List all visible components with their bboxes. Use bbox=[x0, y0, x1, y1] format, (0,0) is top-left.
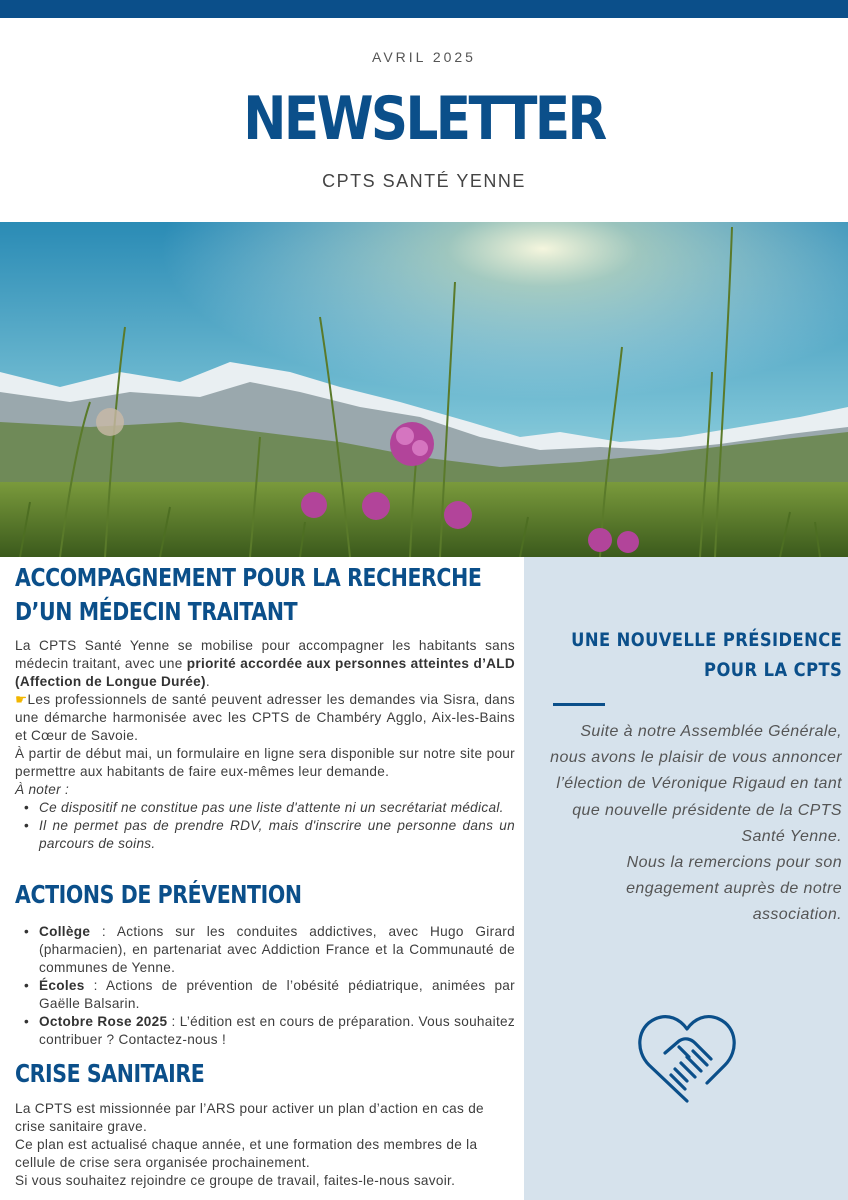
newsletter-title: NEWSLETTER bbox=[243, 84, 605, 154]
paragraph: ☛Les professionnels de santé peuvent adresser les demandes via Sisra, dans une démarche harmonisée avec les CPTS de Chambéry Agglo, Aix-les-Bains et Cœur de Savoie. bbox=[15, 692, 515, 743]
paragraph: Nous la remercions pour son engagement auprès de notre association. bbox=[626, 854, 842, 924]
sidebar-body bbox=[542, 719, 842, 929]
list-item: • Collège : Actions sur les conduites addictives, avec Hugo Girard (pharmacien), en partenariat avec Addiction France et la Communauté de communes de Yenne. bbox=[39, 923, 515, 977]
list-item: • Écoles : Actions de prévention de l’obésité pédiatrique, animées par Gaëlle Balsarin. bbox=[39, 977, 515, 1013]
heart-handshake-icon bbox=[635, 1013, 739, 1107]
section-body-crise bbox=[15, 1100, 515, 1190]
prevention-list bbox=[15, 923, 515, 1049]
top-bar bbox=[0, 0, 848, 18]
list-item: • Il ne permet pas de prendre RDV, mais d'inscrire une personne dans un parcours de soins. bbox=[39, 817, 515, 853]
note-label: À noter : bbox=[15, 782, 70, 797]
divider bbox=[553, 703, 605, 706]
sidebar bbox=[524, 557, 848, 1200]
issue-date: AVRIL 2025 bbox=[372, 49, 476, 65]
pointing-hand-icon: ☛ bbox=[15, 692, 28, 707]
paragraph: Ce plan est actualisé chaque année, et une formation des membres de la cellule de crise sera organisée prochainement. bbox=[15, 1137, 478, 1170]
paragraph: La CPTS Santé Yenne se mobilise pour accompagner les habitants sans médecin traitant, avec une priorité accordée aux personnes atteintes d’ALD (Affection de Longue Durée). bbox=[15, 638, 515, 689]
paragraph: À partir de début mai, un formulaire en ligne sera disponible sur notre site pour permettre aux habitants de faire eux-mêmes leur demande. bbox=[15, 746, 515, 779]
list-item: • Ce dispositif ne constitue pas une liste d'attente ni un secrétariat médical. bbox=[39, 799, 515, 817]
paragraph: Si vous souhaitez rejoindre ce groupe de travail, faites-le-nous savoir. bbox=[15, 1173, 456, 1188]
organization-name: CPTS SANTÉ YENNE bbox=[322, 171, 526, 191]
section-body-prevention bbox=[15, 923, 515, 1049]
mountain-meadow-photo bbox=[0, 222, 848, 557]
section-heading-crise: CRISE SANITAIRE bbox=[15, 1059, 205, 1088]
paragraph: La CPTS est missionnée par l’ARS pour activer un plan d’action en cas de crise sanitaire grave. bbox=[15, 1101, 484, 1134]
section-heading-medecin: ACCOMPAGNEMENT POUR LA RECHERCHE D’UN MÉDECIN TRAITANT bbox=[15, 563, 482, 626]
header bbox=[0, 18, 848, 222]
sidebar-heading: UNE NOUVELLE PRÉSIDENCE POUR LA CPTS bbox=[570, 629, 842, 681]
section-heading-prevention: ACTIONS DE PRÉVENTION bbox=[15, 880, 302, 909]
notes-list bbox=[15, 799, 515, 853]
list-item: • Octobre Rose 2025 : L’édition est en cours de préparation. Vous souhaitez contribuer ? Contactez-nous ! bbox=[39, 1013, 515, 1049]
paragraph: Suite à notre Assemblée Générale, nous avons le plaisir de vous annoncer l’élection de Véronique Rigaud en tant que nouvelle présidente de la CPTS Santé Yenne. bbox=[550, 723, 842, 845]
section-body-medecin bbox=[15, 637, 515, 853]
